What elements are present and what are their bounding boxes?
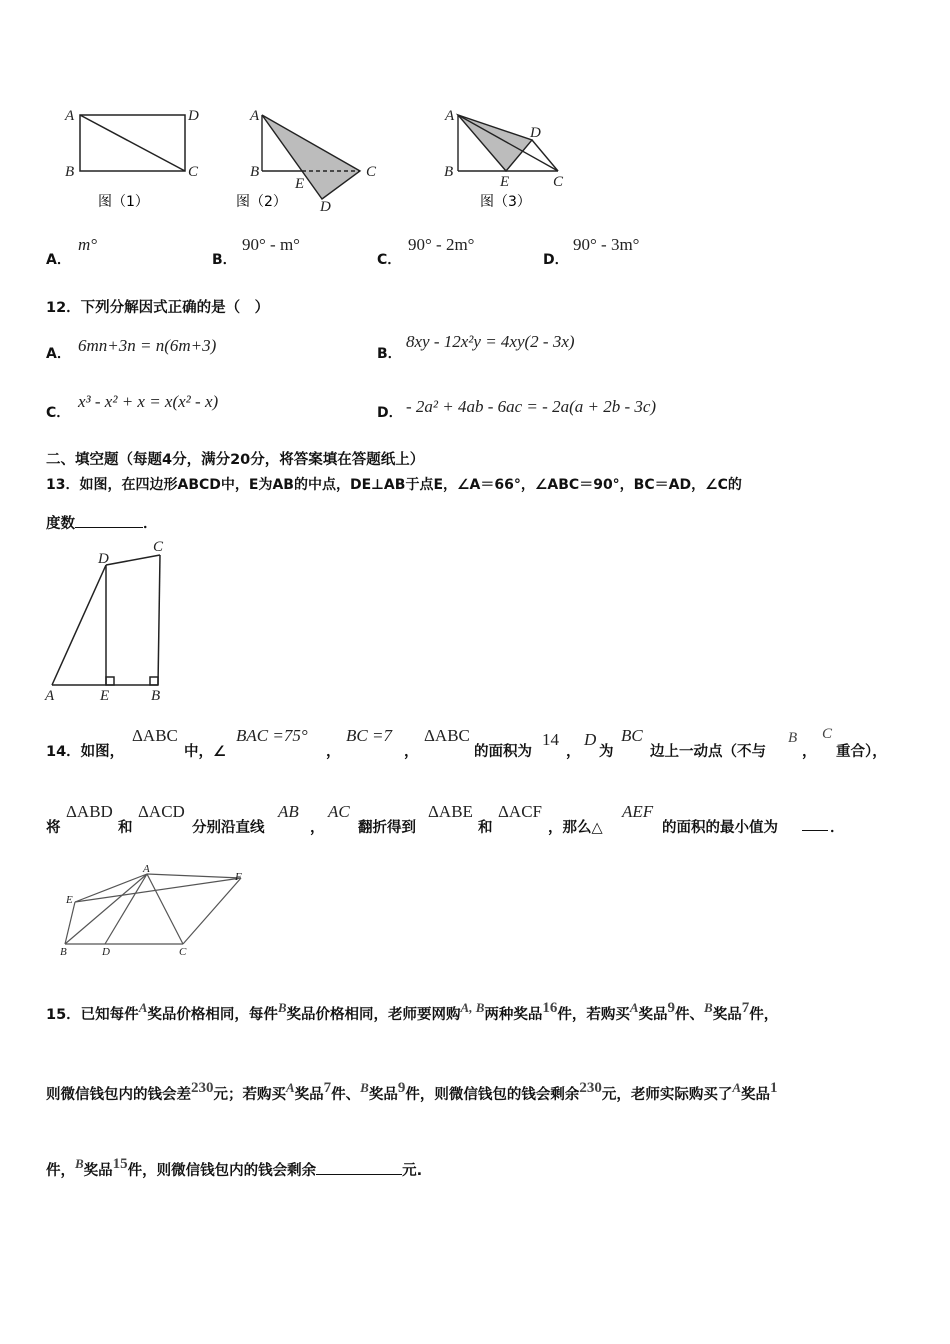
q15-line2 — [46, 1080, 778, 1104]
q15-l2-s7: A — [732, 1080, 742, 1095]
q14-p7: 为 — [599, 744, 614, 760]
q14-label-e: E — [66, 894, 73, 906]
q14-p3: ， — [326, 744, 341, 760]
q13-answer-blank[interactable] — [75, 513, 143, 528]
q13-line2 — [46, 512, 158, 533]
q15-l1-f: 奖品 — [638, 1007, 668, 1023]
q15-l1-g: 件、 — [675, 1007, 705, 1023]
section-heading: 二、填空题（每题4分，满分20分，将答案填在答题纸上） — [46, 452, 425, 468]
q14-m9: C — [822, 726, 833, 742]
fig3-caption: 图（3） — [480, 194, 531, 210]
q11-option-a-expr: m° — [78, 235, 98, 254]
q14-p2: 中，∠ — [184, 744, 226, 760]
q14-p4: ， — [404, 744, 419, 760]
fig3-label-d: D — [530, 125, 541, 141]
q14-l2-p2: 和 — [118, 820, 133, 836]
fig2-caption: 图（2） — [236, 194, 287, 210]
q14-m2: BAC =75° — [236, 726, 308, 745]
fig3-label-b: B — [444, 164, 454, 180]
q15-l1-s5: A — [629, 1000, 639, 1015]
q13-line1: 13．如图，在四边形ABCD中，E为AB的中点，DE⊥AB于点E，∠A＝66°，∠ABC＝90°，BC＝AD，∠C的 — [46, 477, 742, 493]
q14-l2-p7: ，那么△ — [548, 820, 603, 836]
fig1-label-b: B — [65, 164, 75, 180]
q14-m1: ΔABC — [132, 726, 178, 745]
q11-option-d-letter: D． — [543, 252, 569, 268]
q14-l2-p1: 将 — [46, 820, 61, 836]
q14-p5: 的面积为 — [474, 744, 532, 760]
q15-l3-c: 件，则微信钱包内的钱会剩余 — [127, 1163, 317, 1179]
q15-l2-g: 元，老师实际购买了 — [601, 1087, 733, 1103]
q14-label-a: A — [143, 863, 150, 875]
q14-p6: ， — [566, 744, 581, 760]
q14-label-c: C — [179, 946, 187, 958]
q13-label-d: D — [98, 551, 109, 567]
figure-3 — [458, 115, 558, 171]
q15-l2-e: 奖品 — [368, 1087, 398, 1103]
q14-l2-m7: AEF — [622, 802, 654, 821]
fig2-label-d: D — [320, 199, 331, 215]
q13-label-b: B — [151, 688, 161, 704]
fig1-label-d: D — [188, 108, 199, 124]
q14-l2-p5: 翻折得到 — [358, 820, 416, 836]
q15-l3-d: 元. — [402, 1163, 423, 1179]
q14-line1 — [46, 726, 906, 766]
q12-option-c-expr: x³ - x² + x = x(x² - x) — [78, 392, 219, 411]
q14-l2-p3: 分别沿直线 — [192, 820, 265, 836]
q15-l1-s1: A — [138, 1000, 148, 1015]
q15-l1-b: 奖品价格相同，每件 — [147, 1007, 278, 1023]
q14-label-b: B — [60, 946, 67, 958]
fig3-label-c: C — [553, 174, 564, 190]
q15-l1-s8: 7 — [741, 1000, 750, 1016]
q12-option-b-letter: B． — [377, 346, 402, 362]
q14-p1: 14．如图， — [46, 744, 125, 760]
q11-option-b-letter: B． — [212, 252, 237, 268]
q14-l2-m3: AB — [278, 802, 299, 821]
q14-l2-p4: ， — [310, 820, 325, 836]
q15-l1-a: 15．已知每件 — [46, 1007, 139, 1023]
q15-l2-s1: 230 — [191, 1080, 214, 1096]
q11-option-d-expr: 90° - 3m° — [573, 235, 640, 254]
fig3-label-a: A — [445, 108, 455, 124]
q14-label-f: F — [235, 871, 242, 883]
q15-l2-a: 则微信钱包内的钱会差 — [46, 1087, 191, 1103]
q14-l2-p6: 和 — [478, 820, 493, 836]
q15-l1-s2: B — [277, 1000, 287, 1015]
q12-option-c-letter: C． — [46, 405, 71, 421]
q15-line3 — [46, 1156, 423, 1180]
fig2-label-a: A — [250, 108, 260, 124]
q15-l2-c: 奖品 — [294, 1087, 324, 1103]
q15-l3-a: 件， — [46, 1163, 75, 1179]
q15-l2-s6: 230 — [579, 1080, 602, 1096]
q15-l3-s2: 15 — [112, 1156, 128, 1172]
q13-line2-post: ． — [143, 516, 158, 532]
q15-l1-s3: A, B — [460, 1000, 485, 1015]
q13-label-c: C — [153, 539, 164, 555]
q15-line1 — [46, 1000, 779, 1024]
fig3-label-e: E — [500, 174, 510, 190]
q14-line2 — [46, 802, 906, 842]
q12-option-d-expr: - 2a² + 4ab - 6ac = - 2a(a + 2b - 3c) — [406, 397, 657, 416]
q13-line2-pre: 度数 — [46, 516, 75, 532]
q13-figure — [40, 535, 180, 705]
q15-l2-s2: A — [286, 1080, 295, 1095]
q14-m8: B — [788, 730, 798, 746]
q11-figures — [40, 95, 600, 220]
q15-l2-s5: 9 — [397, 1080, 406, 1096]
q14-m3: BC =7 — [346, 726, 392, 745]
q13-label-a: A — [45, 688, 55, 704]
q14-l2-m1: ΔABD — [66, 802, 113, 821]
figure-1 — [80, 115, 185, 171]
q14-l2-m2: ΔACD — [138, 802, 185, 821]
q15-l1-s7: B — [704, 1000, 713, 1015]
q15-l1-s6: 9 — [667, 1000, 676, 1016]
q14-answer-blank[interactable] — [802, 816, 828, 831]
fig2-label-c: C — [366, 164, 377, 180]
q15-l3-s1: B — [75, 1156, 84, 1171]
q15-l1-i: 件， — [749, 1007, 779, 1023]
q11-option-c-expr: 90° - 2m° — [408, 235, 475, 254]
q15-answer-blank[interactable] — [316, 1160, 402, 1175]
q15-l1-h: 奖品 — [712, 1007, 742, 1023]
q15-l1-c: 奖品价格相同，老师要网购 — [286, 1007, 461, 1023]
fig1-caption: 图（1） — [98, 194, 149, 210]
q14-p8: 边上一动点（不与 — [650, 744, 766, 760]
q15-l1-s4: 16 — [542, 1000, 558, 1016]
q15-l1-e: 件，若购买 — [557, 1007, 630, 1023]
fig1-label-c: C — [188, 164, 199, 180]
q11-option-c-letter: C． — [377, 252, 402, 268]
q15-l2-b: 元；若购买 — [213, 1087, 286, 1103]
q15-l2-s3: 7 — [323, 1080, 332, 1096]
q15-l2-s8: 1 — [770, 1080, 778, 1096]
q14-figure — [55, 862, 255, 962]
figure-2 — [262, 115, 360, 199]
q14-m5: 14 — [542, 730, 559, 749]
q12-option-a-letter: A． — [46, 346, 71, 362]
q13-label-e: E — [100, 688, 110, 704]
q14-m4: ΔABC — [424, 726, 470, 745]
q14-l2-m6: ΔACF — [498, 802, 543, 821]
fig1-label-a: A — [65, 108, 75, 124]
q11-option-a-letter: A． — [46, 252, 71, 268]
q12-option-a-expr: 6mn+3n = n(6m+3) — [78, 336, 217, 355]
q12-option-d-letter: D． — [377, 405, 403, 421]
q14-l2-m4: AC — [328, 802, 350, 821]
q14-l2-m5: ΔABE — [428, 802, 473, 821]
q14-m6: D — [584, 730, 597, 749]
q14-p10: 重合）， — [836, 744, 887, 760]
q14-p9: ， — [802, 744, 817, 760]
q15-l2-s4: B — [360, 1080, 369, 1095]
q15-l1-d: 两种奖品 — [484, 1007, 543, 1023]
q14-l2-p9: ． — [830, 820, 845, 836]
q15-l3-b: 奖品 — [83, 1163, 113, 1179]
q15-l2-f: 件，则微信钱包的钱会剩余 — [405, 1087, 580, 1103]
fig2-label-e: E — [295, 176, 305, 192]
q11-option-b-expr: 90° - m° — [242, 235, 300, 254]
q15-l2-h: 奖品 — [741, 1087, 771, 1103]
q12-option-b-expr: 8xy - 12x²y = 4xy(2 - 3x) — [406, 332, 575, 351]
fig2-label-b: B — [250, 164, 260, 180]
q14-l2-p8: 的面积的最小值为 — [662, 820, 778, 836]
q14-label-d: D — [102, 946, 110, 958]
q14-m7: BC — [621, 726, 643, 745]
q15-l2-d: 件、 — [331, 1087, 361, 1103]
q12-stem: 12．下列分解因式正确的是（ ） — [46, 300, 270, 316]
